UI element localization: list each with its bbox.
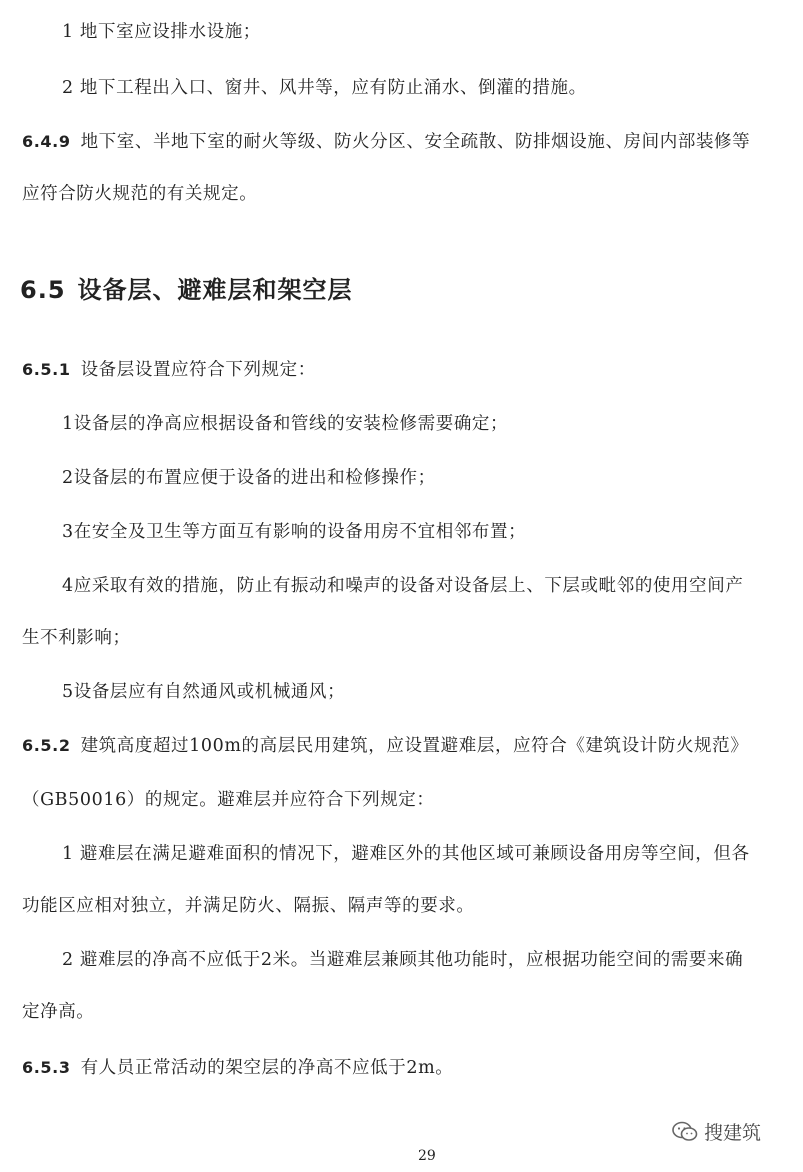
clause-6-5-1 bbox=[22, 356, 316, 381]
clause-number: 6.4.9 bbox=[22, 132, 71, 151]
sub-item-2: 2 地下工程出入口、窗井、风井等，应有防止涌水、倒灌的措施。 bbox=[62, 78, 587, 98]
list-item: 1设备层的净高应根据设备和管线的安装检修需要确定； bbox=[62, 414, 509, 434]
list-item: 5设备层应有自然通风或机械通风； bbox=[62, 682, 346, 702]
clause-number: 6.5.1 bbox=[22, 360, 71, 379]
list-item: 生不利影响； bbox=[22, 628, 131, 648]
list-item: 定净高。 bbox=[22, 1002, 95, 1022]
list-item: 3在安全及卫生等方面互有影响的设备用房不宜相邻布置； bbox=[62, 522, 527, 542]
clause-text: 设备层设置应符合下列规定： bbox=[80, 360, 316, 380]
clause-6-4-9-line2: 应符合防火规范的有关规定。 bbox=[22, 184, 258, 204]
clause-6-5-2-line1 bbox=[22, 732, 748, 757]
list-item: 4应采取有效的措施，防止有振动和噪声的设备对设备层上、下层或毗邻的使用空间产 bbox=[62, 576, 744, 596]
list-item: 功能区应相对独立，并满足防火、隔振、隔声等的要求。 bbox=[22, 896, 475, 916]
sub-item-1: 1 地下室应设排水设施； bbox=[62, 22, 261, 42]
clause-text: 地下室、半地下室的耐火等级、防火分区、安全疏散、防排烟设施、房间内部装修等 bbox=[80, 132, 751, 152]
list-item: 2 避难层的净高不应低于2米。当避难层兼顾其他功能时，应根据功能空间的需要来确 bbox=[62, 950, 744, 970]
watermark-text: 搜建筑 bbox=[704, 1122, 762, 1144]
wechat-icon bbox=[672, 1121, 698, 1143]
list-item: 1 避难层在满足避难面积的情况下，避难区外的其他区域可兼顾设备用房等空间，但各 bbox=[62, 844, 750, 864]
section-heading: 设备层、避难层和架空层 bbox=[77, 276, 353, 304]
clause-6-4-9-line1 bbox=[22, 128, 750, 153]
page-number: 29 bbox=[418, 1148, 436, 1164]
clause-6-5-2-line2: （GB50016）的规定。避难层并应符合下列规定： bbox=[22, 790, 435, 810]
clause-text: 有人员正常活动的架空层的净高不应低于2m。 bbox=[80, 1058, 454, 1078]
list-item: 2设备层的布置应便于设备的进出和检修操作； bbox=[62, 468, 436, 488]
clause-text: 建筑高度超过100m的高层民用建筑，应设置避难层，应符合《建筑设计防火规范》 bbox=[80, 736, 749, 756]
section-title bbox=[20, 270, 353, 305]
watermark bbox=[672, 1118, 761, 1145]
clause-number: 6.5.3 bbox=[22, 1058, 71, 1077]
clause-6-5-3 bbox=[22, 1054, 453, 1079]
clause-number: 6.5.2 bbox=[22, 736, 71, 755]
section-number: 6.5 bbox=[20, 276, 66, 304]
